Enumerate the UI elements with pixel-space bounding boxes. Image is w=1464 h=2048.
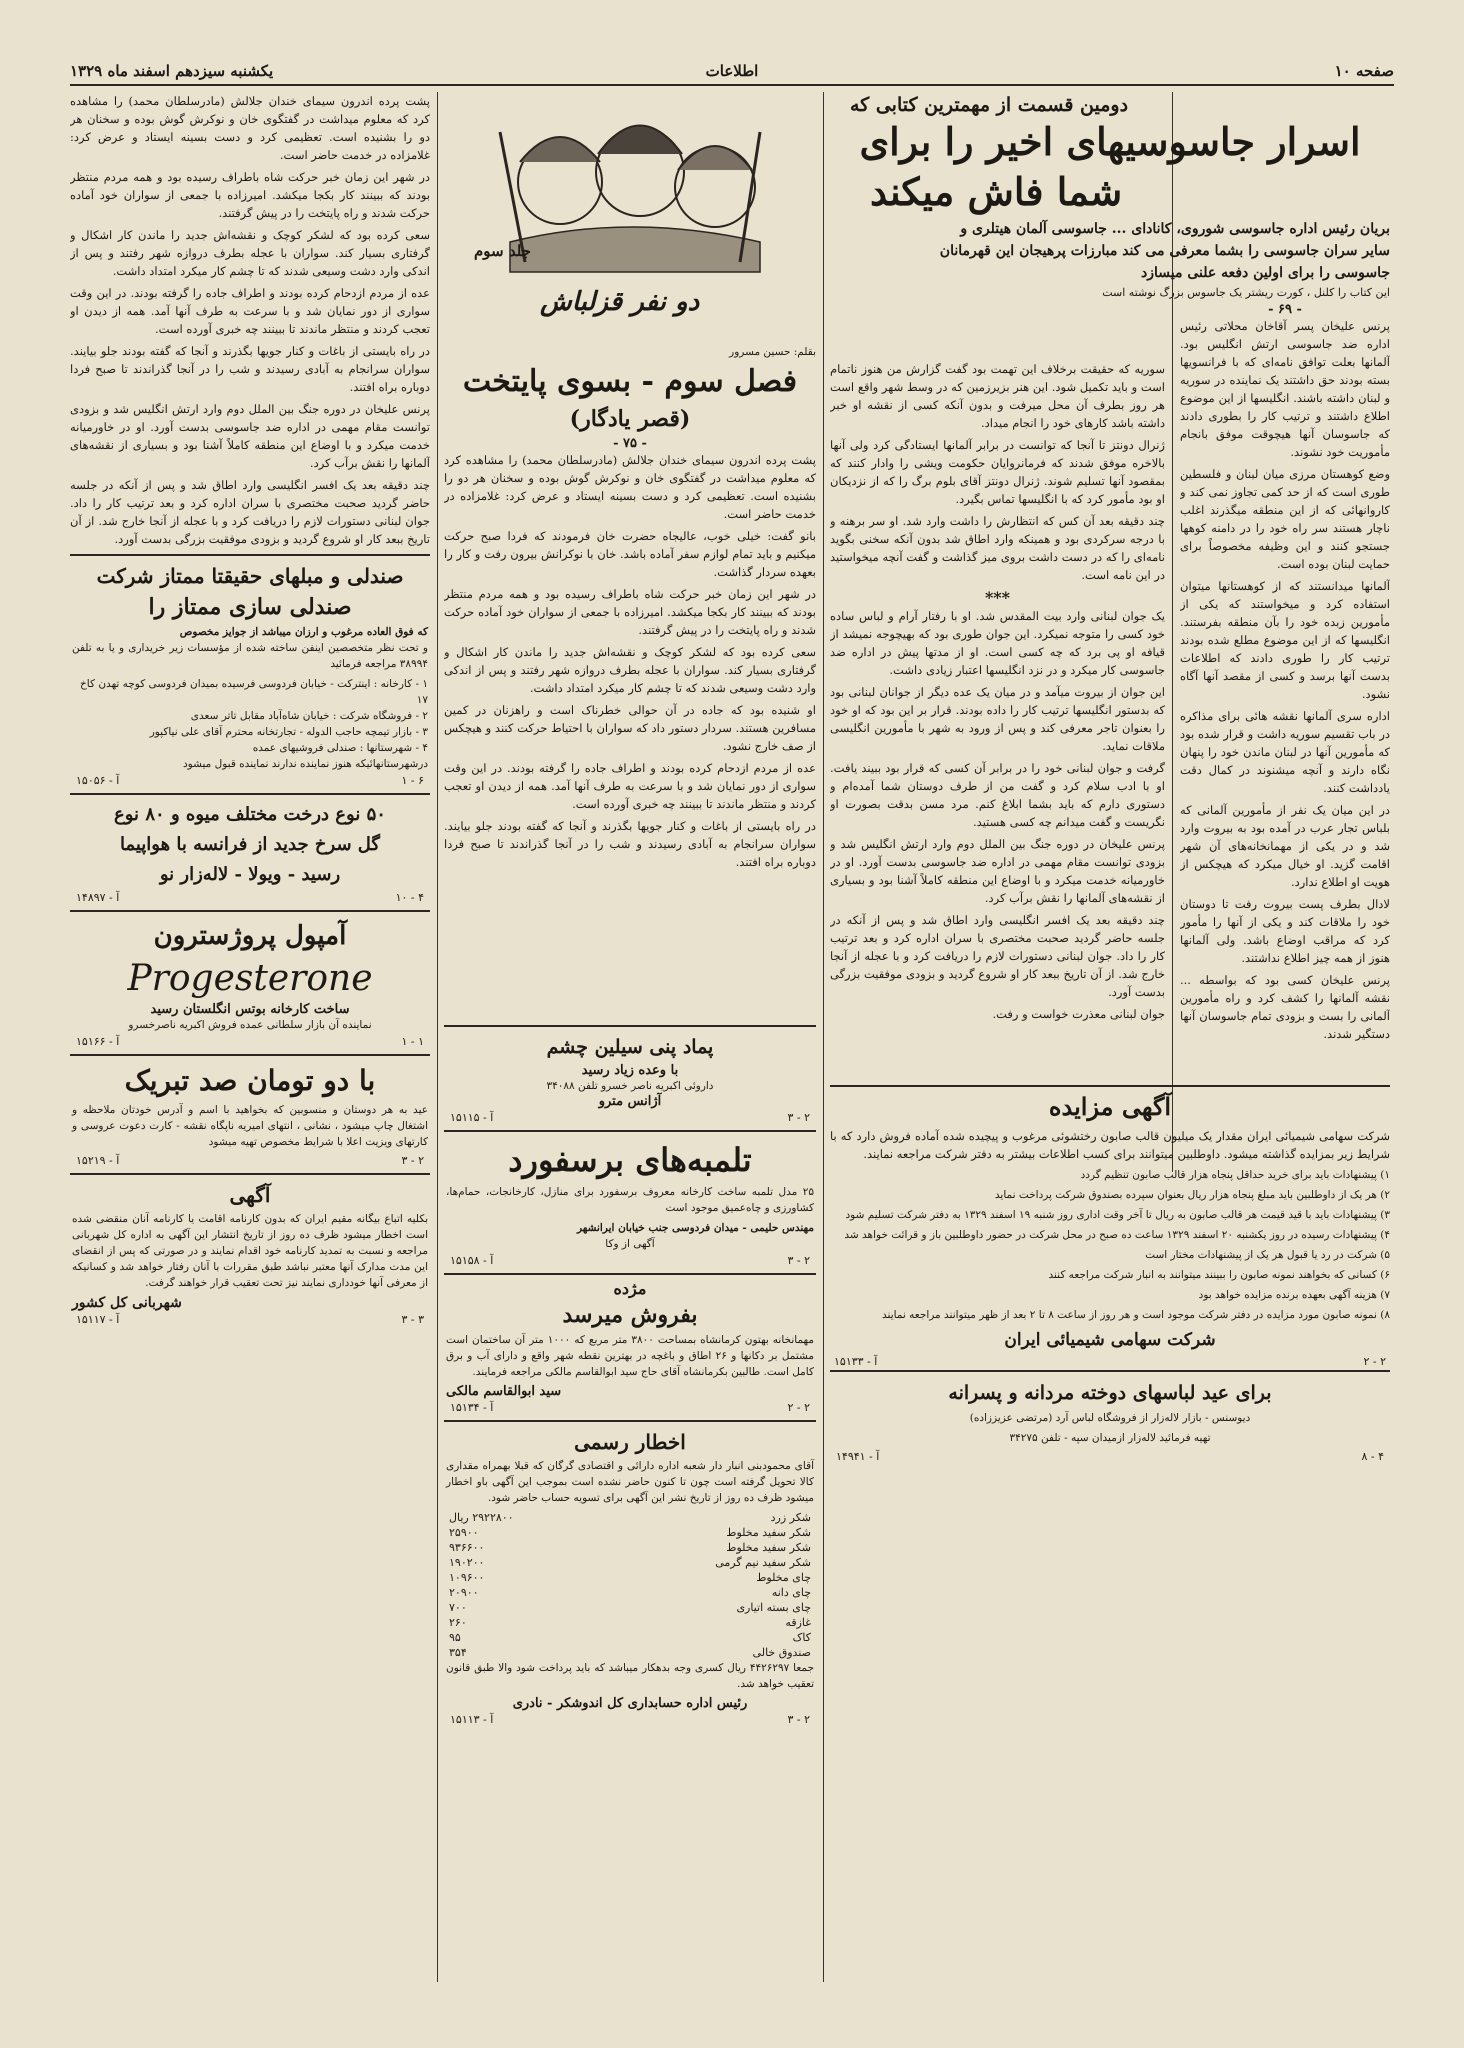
serial-illustration (470, 92, 790, 342)
ad-code: آ - ۱۴۸۹۷ (76, 891, 120, 904)
auction-ad (830, 1085, 1390, 1897)
headline-main: اسرار جاسوسیهای اخیر را برای (859, 119, 1361, 164)
official-item-value: ۱۹۰۲۰۰ (449, 1556, 485, 1569)
pump-ad-line: آگهی از وکا (605, 1238, 655, 1250)
ad-page-ref: ۱۰ - ۴ (395, 891, 424, 904)
story-text: سوریه که حقیقت برخلاف این تهمت بود گفت گزارش من هنوز ناتمام است و باید تکمیل شود. این هنر بزیرزمین که در وسط شهر واقع است هر روز بطرف آن محل میرفت و بدون آنکه کسی از نقشه او خبر داشته باشد کارهای خود را انجام میداد. (830, 362, 1165, 430)
trees-ad (70, 793, 430, 910)
official-title: اخطار رسمی (574, 1430, 686, 1454)
auction-item: ۵) شرکت در رد یا قبول هر یک از پیشنهادات مختار است (1145, 1249, 1390, 1261)
spy-story-column-2 (830, 360, 1165, 1080)
progesterone-title: آمپول پروژسترون (153, 921, 347, 951)
official-item-name: کاک (792, 1631, 811, 1644)
paper-name: اطلاعات (705, 62, 759, 80)
ad-reference (76, 1154, 424, 1167)
police-notice (70, 1173, 430, 1332)
headline-sub: بریان رئیس اداره جاسوسی شوروی، کانادای ... جاسوسی آلمان هیتلری و (960, 221, 1390, 237)
auction-text: شرکت سهامی شیمیائی ایران مقدار یک میلیون قالب صابون رختشوئی مرغوب و پیچیده شده آماده فروش دارد که با شرایط زیر بمزایده گذاشته میشود. داوطلبین میتوانند برای کسب اطلاعات بیشتر به دفتر شرکت مراجعه نمایند. (830, 1129, 1390, 1161)
ad-code: آ - ۱۵۱۳۳ (834, 1355, 878, 1368)
serial-text: در راه بایستی از باغات و کنار جویها بگذرند و آنجا که گفته بودند جلو بیایند. سواران سرانجام به آبادی رسیدند و شب را در آنجا گذراندند تا صبح فردا دوباره براه افتند. (444, 819, 816, 869)
progesterone-ad (70, 910, 430, 1054)
official-item-row (446, 1510, 814, 1525)
ad-code: آ - ۱۴۹۴۱ (836, 1450, 880, 1463)
furniture-item: ۱ - کارخانه : اینترکت - خیابان فردوسی فرسیده بمیدان فردوسی کوچه تهدن کاخ ۱۷ (80, 678, 428, 706)
story-text: چند دقیقه بعد آن کس که انتظارش را داشت وارد شد. او سر برهنه و با درجه سرکردی بود و همینکه وارد اطاق شد بدون آنکه سخنی بگوید نامه‌ای را که در دست داشت بروی میز گذاشت و گفت آنچه میخواستید در این نامه است. (830, 514, 1165, 582)
official-item-name: شکر زرد (770, 1511, 811, 1524)
official-item-row (446, 1585, 814, 1600)
story-text: چند دقیقه بعد یک افسر انگلیسی وارد اطاق شد و پس از آنکه در جلسه حاضر گردید صحبت مختصری با سران اداره کرد و بعد ترتیب کار را داد. جوان لبنانی دستورات لازم را دریافت کرد و با عجله از آنجا خارج شد. از آن تاریخ ببعد کار او شروع گردید و بزودی موفقیت بزرگی بدست آورد. (70, 478, 430, 546)
official-item-value: ۲۰۹۰۰ (449, 1586, 479, 1599)
ad-code: آ - ۱۵۱۳۴ (450, 1401, 494, 1414)
ad-page-ref: ۲ - ۲ (787, 1401, 810, 1414)
sale-title: بفروش میرسد (562, 1302, 698, 1328)
ad-code: آ - ۱۵۱۱۵ (450, 1111, 494, 1124)
chapter-title: فصل سوم - بسوی پایتخت (462, 364, 798, 399)
ad-page-ref: ۳ - ۳ (401, 1313, 424, 1326)
official-item-value: ۳۵۴ (449, 1646, 467, 1659)
ad-reference (76, 1035, 424, 1048)
ad-code: آ - ۱۵۱۶۶ (76, 1035, 120, 1048)
story-text: پرنس علیخان در دوره جنگ بین الملل دوم وارد ارتش انگلیس شد و بزودی توانست مقام مهمی در اداره ضد جاسوسی بدست آورد. او در خاورمیانه خدمت میکرد و با اوضاع این منطقه کاملاً آشنا بود و بسیاری از نقشه‌های آلمانها را نقش برآب کرد. (70, 402, 430, 470)
ad-page-ref: ۸ - ۴ (1361, 1450, 1384, 1463)
furniture-ad (70, 554, 430, 793)
ad-code: آ - ۱۵۱۱۷ (76, 1313, 120, 1326)
serial-text: عده از مردم ازدحام کرده بودند و اطراف جاده را گرفته بودند. در این وقت سواری از دور نمایان شد و با سرعت به طرف آنها آمد. همه از دیدن او تعجب کردند و منتظر ماندند تا ببینند چه خبری آورده است. (444, 761, 816, 811)
official-signature: رئیس اداره حسابداری کل اندوشکر - نادری (512, 1696, 748, 1711)
serial-text: سعی کرده بود که لشکر کوچک و نقشه‌اش جدید را ماندن کار اشکال و گرفتاری بسیار کند. سواران با عجله بطرف دروازه شهر رفتند و پس از اندکی وارد دشت وسیعی شدند که تا چشم کار میکرد امتداد داشت. (444, 645, 816, 695)
trees-line: رسید - ویولا - لاله‌زار نو (159, 864, 341, 885)
spy-story-text: پرنس علیخان کسی بود که بواسطه ... نقشه آلمانها را کشف کرد و راه مأمورین آلمانی را بست و بزودی تمام جاسوسان آنها دستگیر شدند. (1180, 973, 1390, 1041)
furniture-title: صندلی سازی ممتاز را (148, 594, 352, 620)
official-item-name: شکر سفید مخلوط (726, 1526, 811, 1539)
story-text: پشت پرده اندرون سیمای خندان جلالش (مادرسلطان محمد) را مشاهده کرد که معلوم میداشت در گفتگوی خان و نوکرش گوش بوده و سخنان هر دو را بشنیده است. تعظیمی کرد و دست بسینه ایستاد و عرض کرد: غلامزاده در خدمت حاضر است. (70, 94, 430, 162)
pump-ad (444, 1130, 816, 1273)
ad-reference (450, 1111, 810, 1124)
ad-reference (836, 1450, 1384, 1463)
serial-text: پشت پرده اندرون سیمای خندان جلالش (مادرسلطان محمد) را مشاهده کرد که معلوم میداشت در گفتگوی خان و نوکرش گوش بوده و سخنان هر دو را بشنیده است. تعظیمی کرد و دست بسینه ایستاد و عرض کرد: غلامزاده در خدمت حاضر است. (444, 453, 816, 521)
official-items-table (446, 1510, 814, 1660)
chapter-subtitle: (قصر یادگار) (569, 406, 691, 432)
ad-page-ref: ۱ - ۱ (401, 1035, 424, 1048)
official-text: آقای محمودبنی انبار دار شعبه اداره دارائی و اقتصادی گرگان که قبلا بهمراه مقداری کالا تحویل گرفته است چون تا کنون حاضر نشده است بموجب این آگهی باو اخطار میشود ظرف ده روز از تاریخ نشر این آگهی برای تسویه حساب حاضر شود. (446, 1460, 814, 1504)
ad-code: آ - ۱۵۱۵۸ (450, 1254, 494, 1267)
ad-reference (76, 891, 424, 904)
sale-name: سید ابوالقاسم مالکی (446, 1384, 562, 1399)
serial-title: دو نفر قزلباش (540, 287, 700, 317)
furniture-item: ۴ - شهرستانها : صندلی فروشیهای عمده (252, 742, 428, 754)
pump-ad-text: ۲۵ مدل تلمبه ساخت کارخانه معروف برسفورد برای منازل، کارخانجات، حمام‌ها، کشاورزی و چاه‌عمیق موجود است (446, 1186, 814, 1214)
auction-item: ۸) نمونه صابون مورد مزایده در دفتر شرکت موجود است و هر روز از ساعت ۸ تا ۲ بعد از ظهر میتوانند مراجعه نمایند (882, 1309, 1390, 1321)
sale-text: مهمانخانه بهتون کرمانشاه بمساحت ۳۸۰۰ متر مربع که ۱۰۰۰ متر آن ساختمان است مشتمل بر دکانها و ۲۶ اطاق و باغچه در بهترین نقطه شهر واقع و دارای آب و برق کامل است. طالبین بکرمانشاه آقای حاج سید ابوالقاسم مالکی مراجعه فرمایند. (446, 1334, 815, 1378)
ad-reference (76, 1313, 424, 1326)
trees-line: ۵۰ نوع درخت مختلف میوه و ۸۰ نوع (114, 804, 386, 825)
furniture-item: ۳ - بازار تیمچه حاجب الدوله - تجارتخانه محترم آقای علی نیاکپور (149, 726, 428, 738)
story-text: عده از مردم ازدحام کرده بودند و اطراف جاده را گرفته بودند. در این وقت سواری از دور نمایان شد و با سرعت به طرف آنها آمد. همه از دیدن او تعجب کردند و منتظر ماندند تا ببینند چه خبری آورده است. (70, 286, 430, 336)
eye-ad-line: داروئی اکبریه ناصر خسرو تلفن ۳۴۰۸۸ (546, 1080, 714, 1092)
ad-page-ref: ۳ - ۲ (787, 1111, 810, 1124)
ad-page-ref: ۱ - ۶ (401, 774, 424, 787)
auction-title: آگهی مزایده (1048, 1092, 1172, 1121)
eid-title: برای عید لباسهای دوخته مردانه و پسرانه (948, 1382, 1272, 1404)
furniture-title: صندلی و مبلهای حقیقتا ممتاز شرکت (96, 564, 404, 588)
section-number: - ۷۵ - (613, 436, 647, 451)
official-item-value: ۹۵ (449, 1631, 461, 1644)
official-item-name: غازقه (785, 1616, 811, 1629)
furniture-item: ۲ - فروشگاه شرکت : خیابان شاه‌آباد مقابل تاتر سعدی (190, 710, 428, 722)
auction-signature: شرکت سهامی شیمیائی ایران (1004, 1330, 1216, 1350)
official-item-value: ۱۰۹۶۰۰ (449, 1571, 485, 1584)
progesterone-line: ساخت کارخانه بوتس انگلستان رسید (150, 1002, 350, 1017)
spy-story-text: آلمانها میدانستند که از کوهستانها میتوان استفاده کرد و میخواستند که یکی از مأمورین زبده خود را بآن منطقه بفرستند. انگلیسها که از این موضوع مطلع شده بودند ترتیب کار را طوری دادند که اطلاعات بدست آنها برسد و کسی از مقصد آنها آگاه نشود. (1180, 579, 1390, 701)
spy-story-text: در این میان یک نفر از مأمورین آلمانی که بلباس تجار عرب در آمده بود به بیروت وارد شد و در یکی از مهمانخانه‌های آن شهر اقامت گزید. او خیال میکرد که هیچکس از هویت او اطلاع ندارد. (1180, 803, 1390, 889)
furniture-note: درشهرستانهائیکه هنوز نماینده ندارند نماینده قبول میشود (183, 758, 428, 770)
spy-story-text: اداره سری آلمانها نقشه هائی برای مذاکره در باب تقسیم سوریه داشت و قرار شده بود که مأمورین آنها در لبنان ماندن خود را پنهان نگاه دارند و آنچه میشنوند در کمال دقت یادداشت کنند. (1180, 709, 1390, 795)
official-item-name: صندوق خالی (752, 1646, 811, 1659)
official-item-row (446, 1600, 814, 1615)
serial-story-column (444, 92, 816, 1122)
official-item-name: چای دانه (771, 1586, 811, 1599)
eye-ad-line: با وعده زیاد رسید (581, 1063, 679, 1078)
eye-ad-title: پماد پنی سیلین چشم (546, 1036, 714, 1058)
auction-item: ۴) پیشنهادات رسیده در روز یکشنبه ۲۰ اسفند ۱۳۲۹ ساعت ده صبح در محل شرکت در حضور داوطلبین باز و قرائت خواهد شد (844, 1229, 1390, 1241)
headline-kicker: دومین قسمت از مهمترین کتابی که (850, 94, 1129, 116)
official-item-row (446, 1540, 814, 1555)
eye-ointment-ad (444, 1025, 816, 1130)
section-number: - ۶۹ - (1268, 302, 1302, 317)
column-divider (823, 92, 824, 1982)
ad-reference (76, 774, 424, 787)
official-item-name: چای مخلوط (756, 1571, 811, 1584)
spy-headline-block (830, 92, 1390, 302)
serial-volume: جلد سوم (474, 242, 531, 260)
official-item-row (446, 1525, 814, 1540)
serial-text: او شنیده بود که جاده در آن حوالی خطرناک است و راهزنان در کمین مسافرین هستند. سردار دستور داد که سواران با احتیاط حرکت کنند و هیچکس از صف خارج نشود. (444, 703, 816, 753)
progesterone-line: نماینده آن بازار سلطانی عمده فروش اکبریه ناصرخسرو (128, 1019, 372, 1031)
eid-line: دیوسنس - بازار لاله‌زار از فروشگاه لباس آرد (مرتضی عزیززاده) (969, 1412, 1251, 1424)
ad-code: آ - ۱۵۱۱۳ (450, 1713, 494, 1726)
trees-line: گل سرخ جدید از فرانسه با هواپیما (119, 834, 381, 855)
serial-text: بانو گفت: خیلی خوب، عالیجاه حضرت خان فرمودند که فردا صبح حرکت میکنیم و باید تمام لوازم سفر آماده باشد. خان با نوکرانش بیرون رفت و کار را بعهده سردار گذاشت. (444, 529, 816, 579)
official-item-name: شکر سفید نیم گرمی (715, 1556, 811, 1569)
story-text: در راه بایستی از باغات و کنار جویها بگذرند و آنجا که گفته بودند جلو بیایند. سواران سرانجام به آبادی رسیدند و شب را در آنجا گذراندند تا صبح فردا دوباره براه افتند. (70, 344, 430, 394)
police-text: بکلیه اتباع بیگانه مقیم ایران که بدون کارنامه اقامت یا کارنامه آنان منقضی شده است اخطار میشود ظرف ده روز از تاریخ انتشار این آگهی به اداره کل شهربانی مراجعه و نسبت به تمدید کارنامه خود اقدام نمایند و در صورتی که پس از انقضای این مدت مدارک آنها معتبر نباشد طبق مقررات با آنان رفتار خواهد شد و کسانیکه از معرفی آنها خودداری نمایند نیز تحت تعقیب قرار خواهند گرفت. (72, 1213, 428, 1289)
official-notice (444, 1420, 816, 1732)
middle-ads-column (444, 1025, 816, 1895)
official-item-value: ۲۹۲۲۸۰۰ ریال (449, 1511, 514, 1524)
page-number: صفحه ۱۰ (1334, 62, 1394, 80)
eid-line: تهیه فرمائید لاله‌زار ازمیدان سپه - تلفن ۳۴۲۷۵ (1009, 1432, 1211, 1444)
auction-item: ۳) پیشنهادات باید با قید قیمت هر قالب صابون به ریال تا آخر وقت اداری روز شنبه ۱۹ اسفند ۱۳۲۹ به دفتر شرکت تسلیم شود (845, 1209, 1390, 1221)
column-divider (437, 92, 438, 1982)
serial-text: در شهر این زمان خبر حرکت شاه باطراف رسیده بود و همه مردم منتظر بودند که ببینند کار بکجا میکشد. امیرزاده با جمعی از سواران خود آماده حرکت شدند و راه پایتخت را در پیش گرفتند. (444, 587, 816, 637)
auction-item: ۷) هزینه آگهی بعهده برنده مزایده خواهد بود (1198, 1289, 1390, 1301)
issue-date: یکشنبه سیزدهم اسفند ماه ۱۳۲۹ (70, 62, 274, 80)
ad-page-ref: ۳ - ۲ (401, 1154, 424, 1167)
spy-story-text: پرنس علیخان پسر آقاخان محلاتی رئیس اداره ضد جاسوسی ارتش انگلیس بود. آلمانها بعلت توافق نامه‌ای که با فرانسویها بسته بودند حق داشتند یک نماینده در سوریه و لبنان داشته باشند. انگلیسها از این موضوع اطلاع داشتند و ترتیب کار را بطوری دادند که جاسوسان آنها هیچوقت موفق بانجام مأموریت خود نشوند. (1180, 319, 1390, 459)
official-item-name: شکر سفید مخلوط (726, 1541, 811, 1554)
sale-ad (444, 1273, 816, 1420)
story-text: جوان لبنانی معذرت خواست و رفت. (992, 1007, 1165, 1021)
ad-code: آ - ۱۵۲۱۹ (76, 1154, 120, 1167)
greeting-title: با دو تومان صد تبریک (124, 1064, 376, 1097)
pump-ad-title: تلمبه‌های برسفورد (508, 1141, 752, 1179)
serial-author: بقلم: حسین مسرور (729, 346, 816, 358)
progesterone-latin: Progesterone (127, 958, 373, 999)
left-column (70, 92, 430, 1982)
headline-sub: این کتاب را کلنل ، کورت ریشتر یک جاسوس بزرگ نوشته است (1102, 286, 1390, 299)
auction-item: ۱) پیشنهادات باید برای خرید حداقل پنجاه هزار قالب صابون تنظیم گردد (1080, 1169, 1390, 1181)
page-header (70, 62, 1394, 86)
headline-sub: سایر سران جاسوسی را بشما معرفی می کند مبارزات پرهیجان این قهرمانان (939, 243, 1390, 259)
sale-kicker: مژده (613, 1279, 647, 1298)
official-item-value: ۲۵۹۰۰ (449, 1526, 479, 1539)
ad-reference (450, 1713, 810, 1726)
furniture-line: که فوق العاده مرغوب و ارزان میباشد از جوایز مخصوص (179, 626, 428, 638)
ad-code: آ - ۱۵۰۵۶ (76, 774, 120, 787)
story-text: این جوان از بیروت میآمد و در میان یک عده دیگر از جوانان لبنانی بود که بدستور انگلیسها ترتیب کار را داده بودند. قرار بر این بود که او خود را بعنوان تاجر معرفی کند و پس از ورود به شهر با مأمورین انگلیسی ملاقات نماید. (830, 685, 1165, 753)
ad-reference (450, 1254, 810, 1267)
story-text: پرنس علیخان در دوره جنگ بین الملل دوم وارد ارتش انگلیس شد و بزودی توانست مقام مهمی در اداره ضد جاسوسی بدست آورد. او در خاورمیانه خدمت میکرد و با اوضاع این منطقه کاملاً آشنا بود و بسیاری از نقشه‌های آلمانها را نقش برآب کرد. (830, 837, 1165, 905)
story-text: سعی کرده بود که لشکر کوچک و نقشه‌اش جدید را ماندن کار اشکال و گرفتاری بسیار کند. سواران با عجله بطرف دروازه شهر رفتند و پس از اندکی وارد دشت وسیعی شدند که تا چشم کار میکرد امتداد داشت. (70, 228, 430, 278)
auction-item: ۲) هر یک از داوطلبین باید مبلغ پنجاه هزار ریال بعنوان سپرده بصندوق شرکت پرداخت نماید (994, 1189, 1390, 1201)
official-text: جمعا ۴۴۲۶۲۹۷ ریال کسری وجه بدهکار میباشد که باید پرداخت شود والا طبق قانون تعقیب خواهد شد. (446, 1662, 814, 1690)
spy-story-text: وضع کوهستان مرزی میان لبنان و فلسطین طوری است که از حد کمی تجاوز نمی کند و کاروانهائی که از این منطقه میگذرند اغلب ناچار هستند سر راه خود را در دامنه کوهها جستجو کنند و این وظیفه مخصوصاً برای حمایت لبنان بوده است. (1180, 467, 1390, 571)
official-item-row (446, 1555, 814, 1570)
story-text: در شهر این زمان خبر حرکت شاه باطراف رسیده بود و همه مردم منتظر بودند که ببینند کار بکجا میکشد. امیرزاده با جمعی از سواران خود آماده حرکت شدند و راه پایتخت را در پیش گرفتند. (70, 170, 430, 220)
greeting-card-ad (70, 1054, 430, 1173)
auction-item: ۶) کسانی که بخواهند نمونه صابون را ببینند میتوانند به انبار شرکت مراجعه کنند (1048, 1269, 1390, 1281)
headline-main: شما فاش میکند (870, 169, 1123, 214)
furniture-text: و تحت نظر متخصصین اینفن ساخته شده از مؤسسات زیر خریداری و یا به تلفن ۳۸۹۹۴ مراجعه فرمائید (72, 642, 428, 670)
official-item-value: ۹۳۶۶۰۰ (449, 1541, 485, 1554)
police-title: آگهی (229, 1183, 271, 1207)
eye-ad-agency: آژانس مترو (598, 1094, 662, 1109)
official-item-row (446, 1645, 814, 1660)
headline-sub: جاسوسی را برای اولین دفعه علنی میسازد (1141, 265, 1390, 281)
pump-ad-line: مهندس حلیمی - میدان فردوسی جنب خیابان ایرانشهر (576, 1222, 814, 1234)
eid-ad (830, 1370, 1390, 1469)
police-signature: شهربانی کل کشور (72, 1295, 182, 1311)
official-item-value: ۷۰۰ (449, 1601, 467, 1614)
spy-story-text: لادال بطرف پست بیروت رفت تا دوستان خود را ملاقات کند و یکی از آنها را مأمور کرد که مراقب اوضاع باشد. ولی آلمانها هنوز از همه چیز اطلاع نداشتند. (1180, 897, 1390, 965)
ad-reference (834, 1355, 1386, 1368)
story-text: گرفت و جوان لبنانی خود را در برابر آن کسی که قرار بود ببیند یافت. او با ادب سلام کرد و گفت من از طرف دوستان شما آمده‌ام و دستوری دارم که باید بشما ابلاغ کنم. مرد مسن بدقت بصورت او نگریست و گفت میدانم چه کسی هستید. (830, 761, 1165, 829)
ad-page-ref: ۳ - ۲ (787, 1254, 810, 1267)
official-item-row (446, 1570, 814, 1585)
ad-page-ref: ۳ - ۲ (787, 1713, 810, 1726)
story-text: ژنرال دونتز تا آنجا که توانست در برابر آلمانها ایستادگی کرد ولی آنها بالاخره موفق شدند که فرمانروایان حکومت ویشی را وادار کنند که بمقصود آنها تسلیم شوند. ژنرال دونتز آقای بلوم برگ را که از نزدیکان او بود مأمور کرد که با انگلیسها تماس بگیرد. (830, 438, 1165, 506)
ad-page-ref: ۲ - ۲ (1363, 1355, 1386, 1368)
ad-reference (450, 1401, 810, 1414)
story-text: چند دقیقه بعد یک افسر انگلیسی وارد اطاق شد و پس از آنکه در جلسه حاضر گردید صحبت مختصری با سران اداره کرد و بعد ترتیب کار را داد. جوان لبنانی دستورات لازم را دریافت کرد و با عجله از آنجا خارج شد. از آن تاریخ ببعد کار او شروع گردید و بزودی موفقیت بزرگی بدست آورد. (830, 913, 1165, 999)
official-item-row (446, 1630, 814, 1645)
official-item-row (446, 1615, 814, 1630)
separator: *** (984, 588, 1011, 607)
official-item-value: ۲۶۰ (449, 1616, 467, 1629)
greeting-text: عید به هر دوستان و منسوبین که بخواهید با اسم و آدرس خودتان ملاحظه و اشتغال چاپ میشود ، نشانی ، انتهای امیریه ناپگاه نقشه - کارت دعوت عروسی و کارتهای ویزیت اعلا با شرایط مخصوص تهیه میشود (72, 1104, 428, 1148)
official-item-name: چای بسته اتیاری (736, 1601, 811, 1614)
story-text: یک جوان لبنانی وارد بیت المقدس شد. او با رفتار آرام و لباس ساده خود کسی را متوجه نمیکرد. این جوان طوری بود که بهیچوجه نمیشد از قیافه او پی برد که چه کسی است. او از مدتها پیش در اداره ضد جاسوسی کار میکرد و در نزد انگلیسها اعتبار زیادی داشت. (830, 609, 1165, 677)
